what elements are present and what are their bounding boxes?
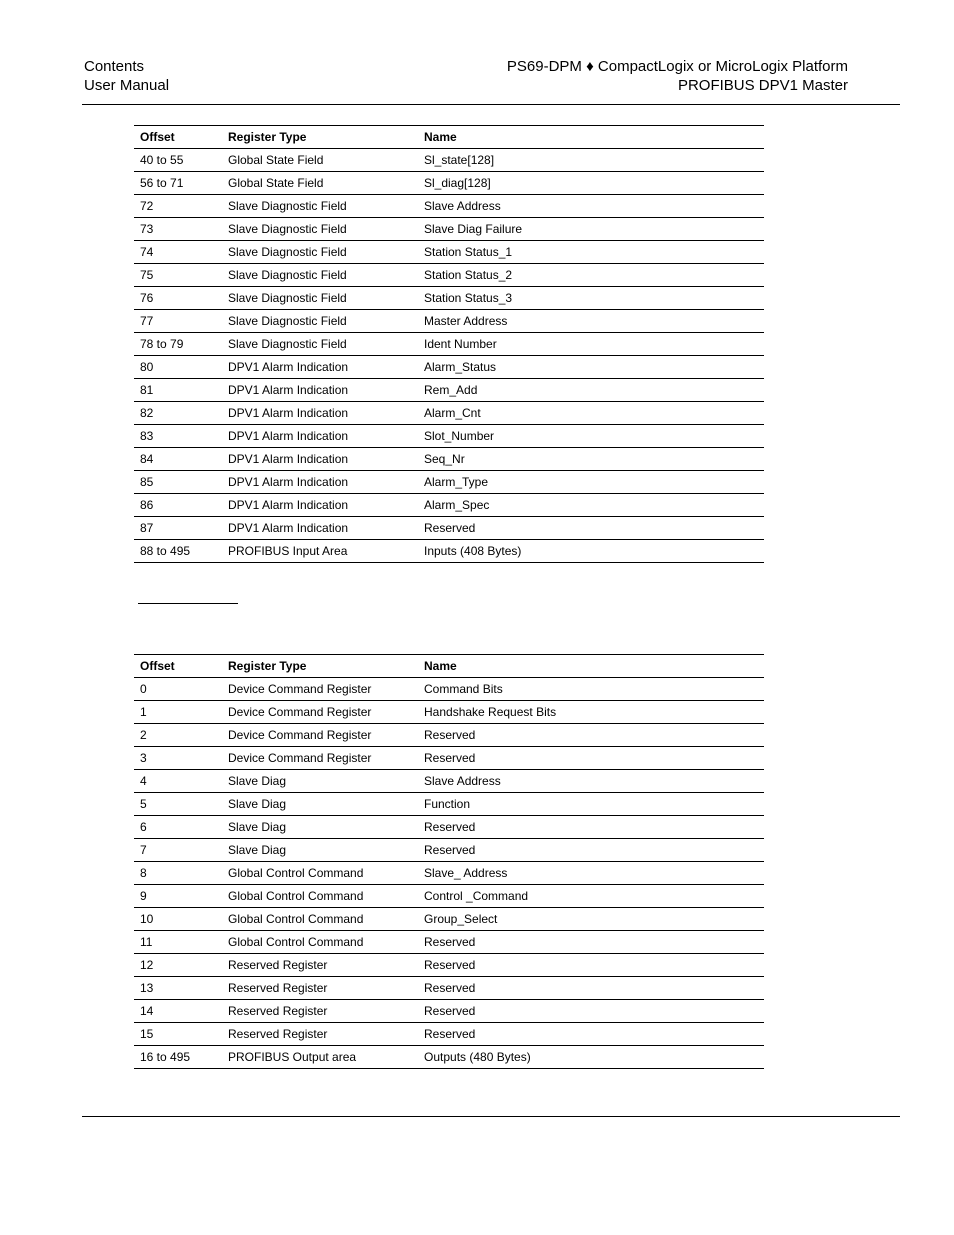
cell-name: Station Status_1 <box>418 241 764 264</box>
cell-name: Sl_diag[128] <box>418 172 764 195</box>
output-table-body <box>134 678 764 1069</box>
cell-name: Function <box>418 793 764 816</box>
cell-offset: 3 <box>134 747 222 770</box>
cell-offset: 74 <box>134 241 222 264</box>
cell-offset: 9 <box>134 885 222 908</box>
cell-register-type: Slave Diagnostic Field <box>222 310 418 333</box>
cell-register-type: Global State Field <box>222 149 418 172</box>
cell-register-type: Device Command Register <box>222 678 418 701</box>
cell-name: Reserved <box>418 839 764 862</box>
cell-register-type: Reserved Register <box>222 1023 418 1046</box>
table-row <box>134 356 764 379</box>
cell-offset: 12 <box>134 954 222 977</box>
table-row <box>134 839 764 862</box>
header-left <box>84 57 169 95</box>
table-row <box>134 678 764 701</box>
table-row <box>134 494 764 517</box>
cell-offset: 56 to 71 <box>134 172 222 195</box>
cell-offset: 15 <box>134 1023 222 1046</box>
table-row <box>134 1000 764 1023</box>
cell-offset: 83 <box>134 425 222 448</box>
cell-register-type: Slave Diag <box>222 839 418 862</box>
input-register-table <box>134 125 764 563</box>
table-row <box>134 747 764 770</box>
cell-offset: 40 to 55 <box>134 149 222 172</box>
cell-name: Reserved <box>418 816 764 839</box>
cell-name: Sl_state[128] <box>418 149 764 172</box>
cell-name: Ident Number <box>418 333 764 356</box>
cell-offset: 11 <box>134 931 222 954</box>
cell-name: Reserved <box>418 977 764 1000</box>
cell-offset: 84 <box>134 448 222 471</box>
cell-name: Alarm_Type <box>418 471 764 494</box>
table-row <box>134 908 764 931</box>
cell-register-type: Slave Diag <box>222 770 418 793</box>
cell-register-type: Device Command Register <box>222 701 418 724</box>
cell-register-type: PROFIBUS Output area <box>222 1046 418 1069</box>
table-row <box>134 172 764 195</box>
cell-offset: 73 <box>134 218 222 241</box>
column-header-name: Name <box>418 126 764 149</box>
cell-register-type: PROFIBUS Input Area <box>222 540 418 563</box>
cell-register-type: Slave Diagnostic Field <box>222 264 418 287</box>
table-row <box>134 701 764 724</box>
cell-offset: 76 <box>134 287 222 310</box>
cell-name: Reserved <box>418 954 764 977</box>
table-row <box>134 241 764 264</box>
cell-name: Reserved <box>418 931 764 954</box>
cell-register-type: DPV1 Alarm Indication <box>222 448 418 471</box>
cell-register-type: DPV1 Alarm Indication <box>222 425 418 448</box>
column-header-register-type: Register Type <box>222 126 418 149</box>
cell-offset: 77 <box>134 310 222 333</box>
table-row <box>134 218 764 241</box>
cell-name: Reserved <box>418 724 764 747</box>
cell-offset: 87 <box>134 517 222 540</box>
cell-offset: 88 to 495 <box>134 540 222 563</box>
cell-register-type: Slave Diagnostic Field <box>222 241 418 264</box>
table-row <box>134 448 764 471</box>
cell-offset: 13 <box>134 977 222 1000</box>
cell-offset: 4 <box>134 770 222 793</box>
table-row <box>134 793 764 816</box>
cell-register-type: DPV1 Alarm Indication <box>222 402 418 425</box>
column-header-register-type: Register Type <box>222 655 418 678</box>
table-row <box>134 862 764 885</box>
table-row <box>134 540 764 563</box>
cell-offset: 81 <box>134 379 222 402</box>
cell-name: Handshake Request Bits <box>418 701 764 724</box>
cell-offset: 14 <box>134 1000 222 1023</box>
cell-name: Outputs (480 Bytes) <box>418 1046 764 1069</box>
cell-name: Slot_Number <box>418 425 764 448</box>
table-row <box>134 517 764 540</box>
cell-name: Reserved <box>418 1023 764 1046</box>
table-row <box>134 931 764 954</box>
table-row <box>134 402 764 425</box>
cell-name: Alarm_Cnt <box>418 402 764 425</box>
table-header-row <box>134 655 764 678</box>
cell-register-type: Reserved Register <box>222 954 418 977</box>
cell-name: Slave Address <box>418 770 764 793</box>
cell-name: Command Bits <box>418 678 764 701</box>
cell-register-type: Global Control Command <box>222 931 418 954</box>
cell-register-type: DPV1 Alarm Indication <box>222 494 418 517</box>
cell-register-type: Reserved Register <box>222 1000 418 1023</box>
cell-register-type: Global Control Command <box>222 862 418 885</box>
cell-offset: 85 <box>134 471 222 494</box>
cell-register-type: Slave Diag <box>222 816 418 839</box>
table-row <box>134 1023 764 1046</box>
table-row <box>134 885 764 908</box>
cell-name: Inputs (408 Bytes) <box>418 540 764 563</box>
cell-name: Reserved <box>418 747 764 770</box>
cell-name: Rem_Add <box>418 379 764 402</box>
table-row <box>134 816 764 839</box>
cell-name: Slave_ Address <box>418 862 764 885</box>
header-product-title: PS69-DPM ♦ CompactLogix or MicroLogix Platform <box>506 58 848 75</box>
input-table-body <box>134 149 764 563</box>
cell-register-type: Slave Diag <box>222 793 418 816</box>
cell-register-type: DPV1 Alarm Indication <box>222 379 418 402</box>
cell-name: Station Status_2 <box>418 264 764 287</box>
column-header-offset: Offset <box>134 655 222 678</box>
cell-offset: 10 <box>134 908 222 931</box>
cell-register-type: Slave Diagnostic Field <box>222 218 418 241</box>
column-header-name: Name <box>418 655 764 678</box>
table-row <box>134 954 764 977</box>
header-section-title: Contents <box>84 58 145 75</box>
cell-register-type: Device Command Register <box>222 747 418 770</box>
cell-name: Alarm_Status <box>418 356 764 379</box>
table-row <box>134 471 764 494</box>
cell-register-type: Slave Diagnostic Field <box>222 195 418 218</box>
cell-offset: 72 <box>134 195 222 218</box>
cell-offset: 80 <box>134 356 222 379</box>
table-row <box>134 149 764 172</box>
column-header-offset: Offset <box>134 126 222 149</box>
table-row <box>134 977 764 1000</box>
header-divider <box>82 104 900 105</box>
cell-offset: 5 <box>134 793 222 816</box>
cell-name: Group_Select <box>418 908 764 931</box>
cell-offset: 8 <box>134 862 222 885</box>
header-product-subtitle: PROFIBUS DPV1 Master <box>677 77 848 94</box>
table-header-row <box>134 126 764 149</box>
header-right <box>507 57 848 95</box>
table-row <box>134 724 764 747</box>
cell-name: Seq_Nr <box>418 448 764 471</box>
cell-offset: 78 to 79 <box>134 333 222 356</box>
output-register-table <box>134 654 764 1069</box>
cell-name: Station Status_3 <box>418 287 764 310</box>
table-row <box>134 264 764 287</box>
cell-register-type: Global Control Command <box>222 908 418 931</box>
cell-register-type: Slave Diagnostic Field <box>222 287 418 310</box>
cell-offset: 2 <box>134 724 222 747</box>
cell-register-type: Device Command Register <box>222 724 418 747</box>
cell-register-type: DPV1 Alarm Indication <box>222 471 418 494</box>
table-row <box>134 310 764 333</box>
cell-offset: 0 <box>134 678 222 701</box>
cell-register-type: Global State Field <box>222 172 418 195</box>
cell-name: Control _Command <box>418 885 764 908</box>
cell-offset: 1 <box>134 701 222 724</box>
table-row <box>134 425 764 448</box>
table-row <box>134 333 764 356</box>
header-manual-type: User Manual <box>84 77 170 94</box>
cell-register-type: Global Control Command <box>222 885 418 908</box>
cell-register-type: Reserved Register <box>222 977 418 1000</box>
cell-name: Reserved <box>418 1000 764 1023</box>
cell-offset: 86 <box>134 494 222 517</box>
cell-name: Slave Address <box>418 195 764 218</box>
table-row <box>134 770 764 793</box>
cell-name: Slave Diag Failure <box>418 218 764 241</box>
table-row <box>134 195 764 218</box>
cell-offset: 16 to 495 <box>134 1046 222 1069</box>
cell-name: Master Address <box>418 310 764 333</box>
cell-offset: 75 <box>134 264 222 287</box>
cell-name: Reserved <box>418 517 764 540</box>
cell-register-type: DPV1 Alarm Indication <box>222 356 418 379</box>
cell-register-type: Slave Diagnostic Field <box>222 333 418 356</box>
table-row <box>134 379 764 402</box>
cell-offset: 82 <box>134 402 222 425</box>
cell-offset: 7 <box>134 839 222 862</box>
cell-offset: 6 <box>134 816 222 839</box>
table-row <box>134 1046 764 1069</box>
footer-divider <box>82 1116 900 1117</box>
section-divider <box>138 603 238 604</box>
cell-register-type: DPV1 Alarm Indication <box>222 517 418 540</box>
table-row <box>134 287 764 310</box>
cell-name: Alarm_Spec <box>418 494 764 517</box>
